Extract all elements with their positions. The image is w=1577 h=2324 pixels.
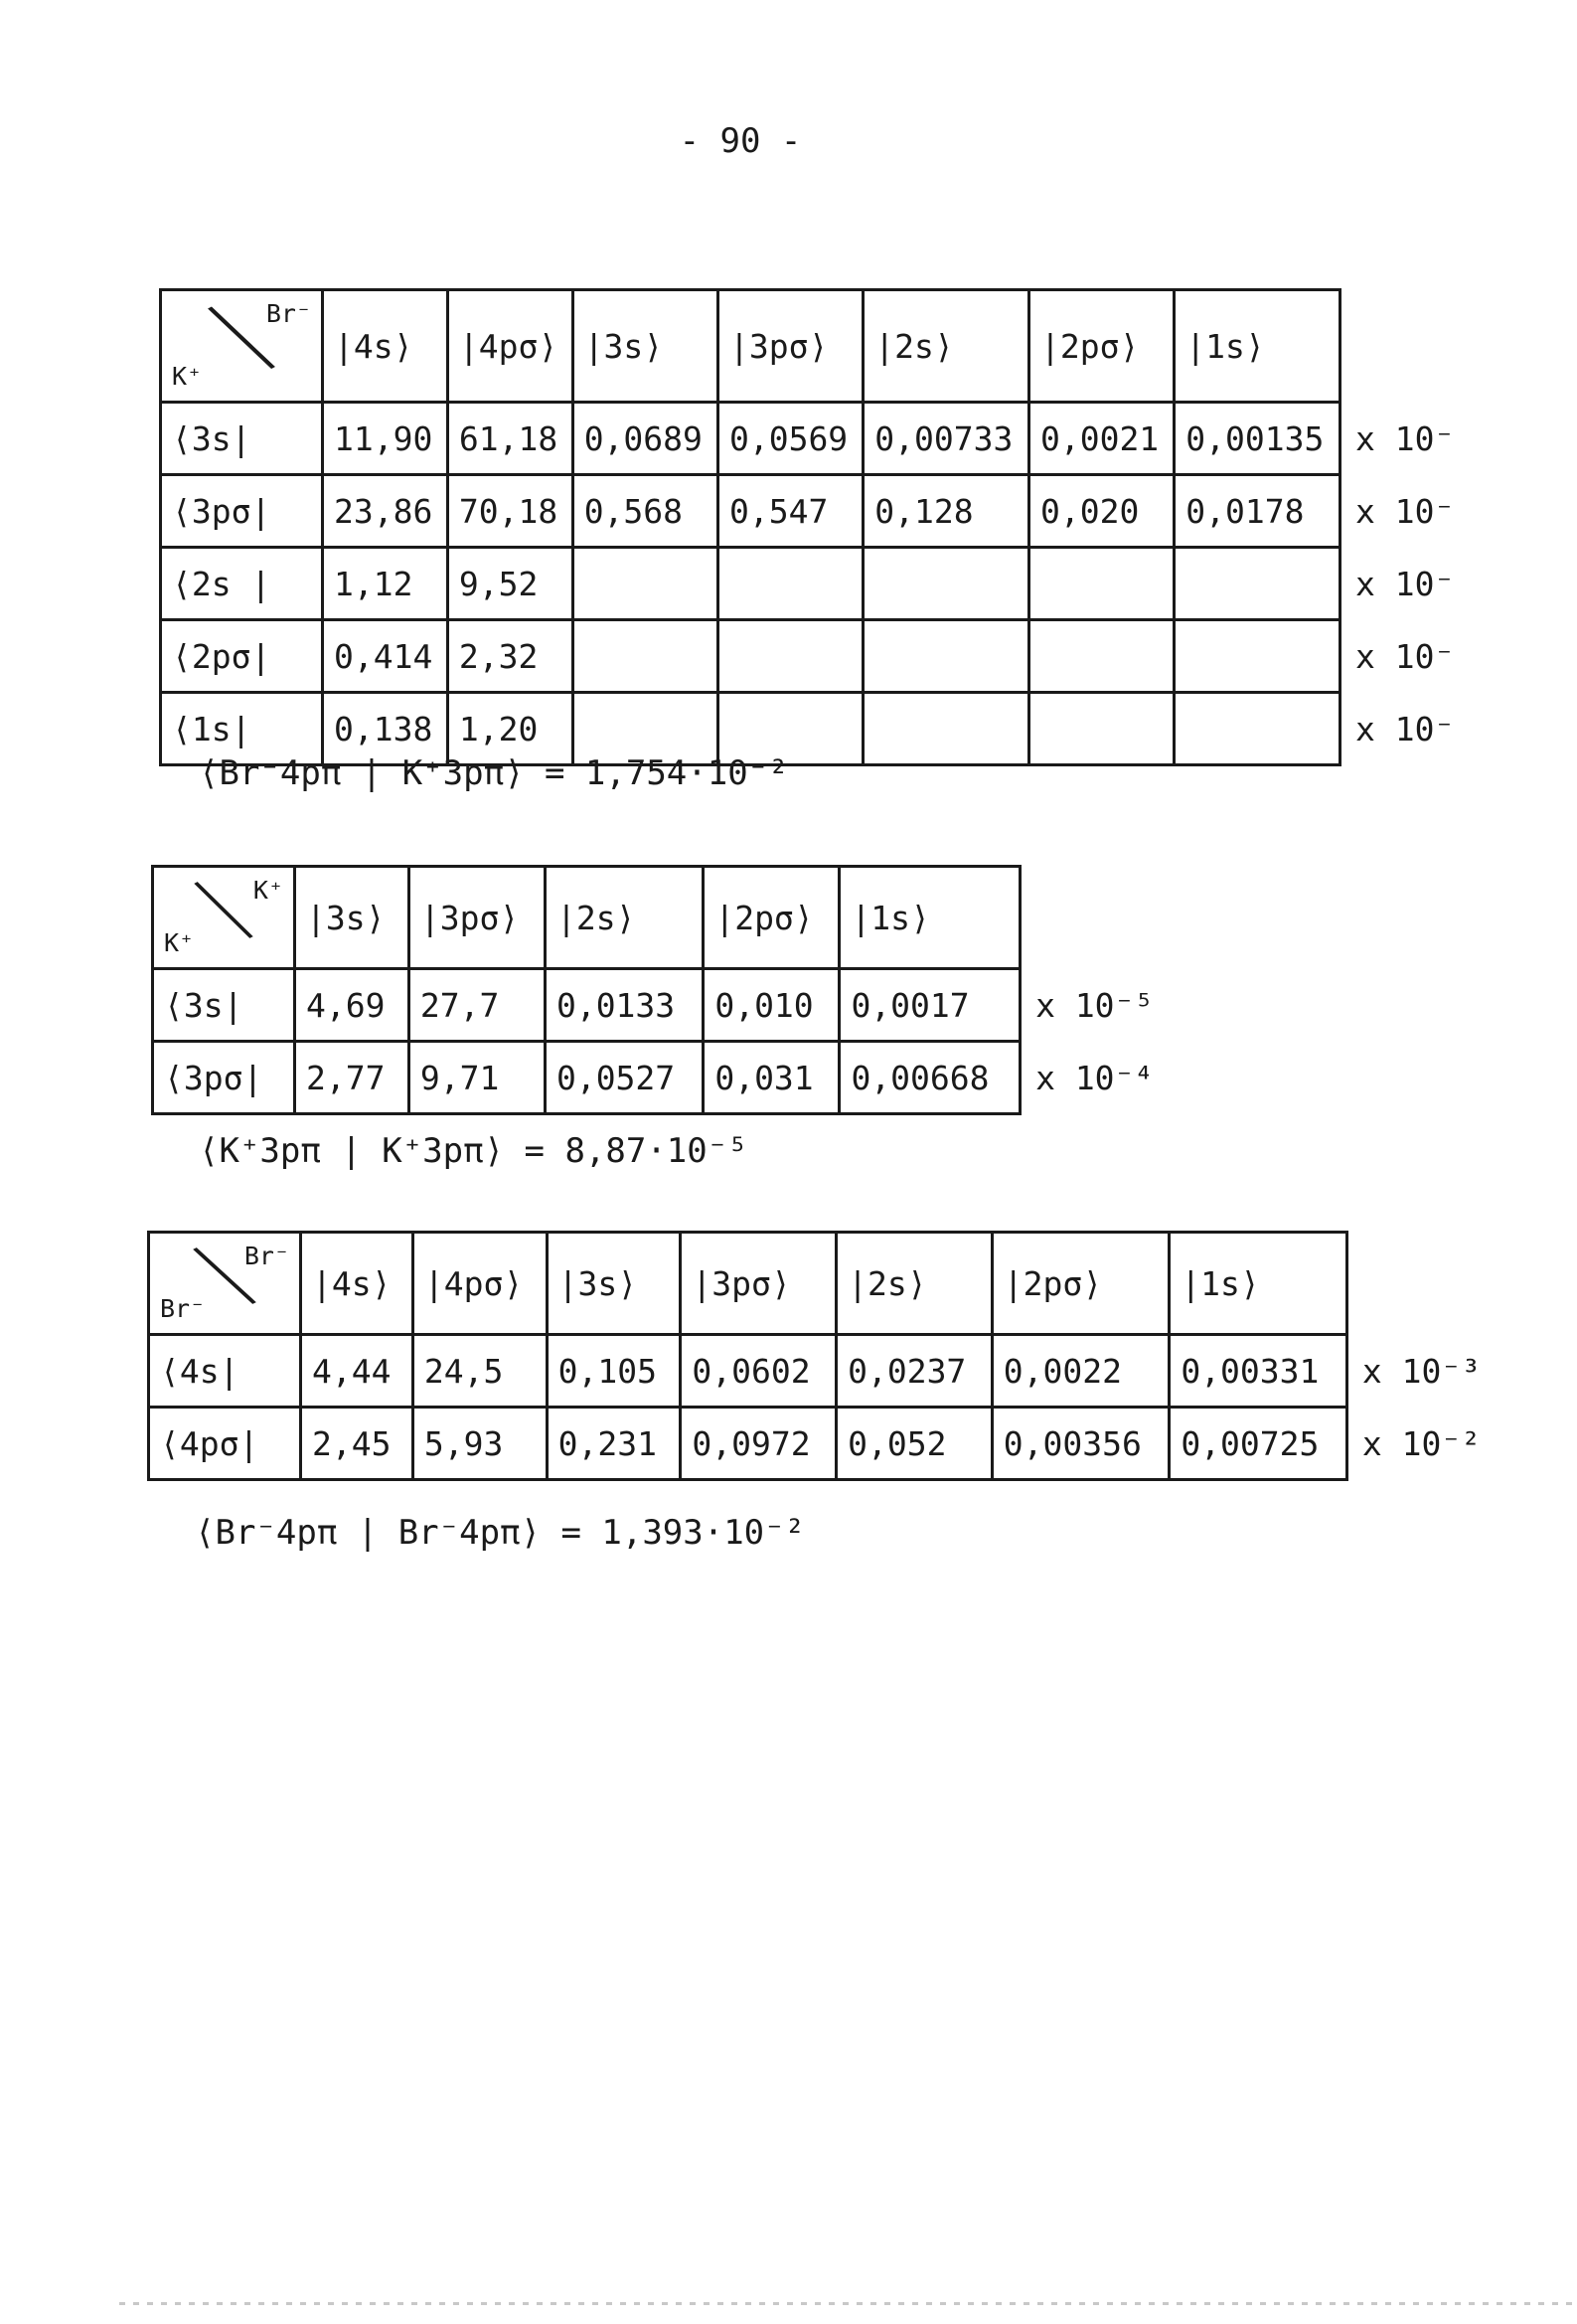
table-header-row — [161, 290, 1470, 403]
table-cell: 0,231 — [547, 1408, 681, 1480]
table-cell: 0,0133 — [545, 969, 703, 1042]
row-scale: x 10⁻ — [1354, 636, 1455, 676]
column-header: |2s⟩ — [545, 867, 703, 969]
table-cell: 0,0237 — [837, 1335, 993, 1408]
column-header: |3pσ⟩ — [681, 1233, 837, 1335]
corner-left-label: Br⁻ — [160, 1294, 206, 1323]
row-label: ⟨4s| — [149, 1335, 301, 1408]
table-cell: 0,00725 — [1170, 1408, 1347, 1480]
table-cell: 0,0017 — [840, 969, 1021, 1042]
table-cell: 0,0022 — [992, 1335, 1170, 1408]
column-header: |3pσ⟩ — [408, 867, 545, 969]
table-cell: 0,138 — [323, 693, 448, 765]
table-cell: 0,00331 — [1170, 1335, 1347, 1408]
column-header: |3s⟩ — [295, 867, 409, 969]
overlap-table-br-br — [147, 1231, 1508, 1481]
column-header: |4pσ⟩ — [412, 1233, 547, 1335]
table-cell — [572, 620, 717, 693]
table-cell: 0,0689 — [572, 403, 717, 475]
table-cell: 0,00668 — [840, 1042, 1021, 1114]
row-label: ⟨2s | — [161, 548, 323, 620]
column-header: |2pσ⟩ — [992, 1233, 1170, 1335]
table-cell: 0,00356 — [992, 1408, 1170, 1480]
table-row — [161, 403, 1470, 475]
column-header: |3pσ⟩ — [717, 290, 863, 403]
table-row — [161, 620, 1470, 693]
table-cell — [717, 620, 863, 693]
overlap-formula: ⟨Br⁻4pπ | Br⁻4pπ⟩ = 1,393·10⁻² — [195, 1513, 806, 1553]
table-cell: 0,00135 — [1175, 403, 1340, 475]
row-scale: x 10⁻² — [1361, 1423, 1482, 1463]
table-cell: 9,52 — [447, 548, 572, 620]
row-label: ⟨3pσ| — [161, 475, 323, 548]
column-header: |4pσ⟩ — [447, 290, 572, 403]
table-cell: 11,90 — [323, 403, 448, 475]
corner-left-label: K⁺ — [164, 928, 195, 957]
table-cell: 0,052 — [837, 1408, 993, 1480]
table-cell: 0,0569 — [717, 403, 863, 475]
row-label: ⟨1s| — [161, 693, 323, 765]
row-scale: x 10⁻ — [1354, 709, 1455, 748]
column-header: |2pσ⟩ — [704, 867, 840, 969]
table-cell — [572, 548, 717, 620]
row-scale: x 10⁻³ — [1361, 1351, 1482, 1391]
overlap-formula: ⟨Br⁻4pπ | K⁺3pπ⟩ = 1,754·10⁻² — [199, 753, 789, 793]
column-header: |4s⟩ — [301, 1233, 413, 1335]
table-cell: 5,93 — [412, 1408, 547, 1480]
table-cell: 0,0527 — [545, 1042, 703, 1114]
corner-top-label: K⁺ — [252, 876, 283, 905]
table-cell — [864, 620, 1029, 693]
table-header-row — [153, 867, 1183, 969]
table-cell: 2,77 — [295, 1042, 409, 1114]
table-row — [149, 1335, 1507, 1408]
row-label: ⟨2pσ| — [161, 620, 323, 693]
corner-top-label: Br⁻ — [243, 1242, 289, 1270]
table-header-row — [149, 1233, 1507, 1335]
table-corner-cell — [153, 867, 295, 969]
row-scale: x 10⁻⁵ — [1035, 985, 1155, 1025]
table-cell — [1175, 693, 1340, 765]
table-cell: 0,128 — [864, 475, 1029, 548]
column-header: |2pσ⟩ — [1028, 290, 1174, 403]
table-cell: 2,32 — [447, 620, 572, 693]
row-scale: x 10⁻ — [1354, 564, 1455, 603]
table-cell — [864, 693, 1029, 765]
table-cell — [864, 548, 1029, 620]
table-cell: 23,86 — [323, 475, 448, 548]
table-cell: 1,20 — [447, 693, 572, 765]
table-row — [153, 1042, 1183, 1114]
row-label: ⟨3pσ| — [153, 1042, 295, 1114]
table-cell: 9,71 — [408, 1042, 545, 1114]
row-label: ⟨4pσ| — [149, 1408, 301, 1480]
overlap-formula: ⟨K⁺3pπ | K⁺3pπ⟩ = 8,87·10⁻⁵ — [199, 1131, 748, 1171]
row-label: ⟨3s| — [161, 403, 323, 475]
row-label: ⟨3s| — [153, 969, 295, 1042]
table-cell: 61,18 — [447, 403, 572, 475]
table-cell: 0,0972 — [681, 1408, 837, 1480]
table-cell — [1175, 620, 1340, 693]
table-cell: 0,105 — [547, 1335, 681, 1408]
table-cell: 0,547 — [717, 475, 863, 548]
row-scale: x 10⁻⁴ — [1035, 1058, 1155, 1097]
table-cell: 0,0602 — [681, 1335, 837, 1408]
table-cell: 0,414 — [323, 620, 448, 693]
table-cell: 0,031 — [704, 1042, 840, 1114]
column-header: |1s⟩ — [1170, 1233, 1347, 1335]
corner-top-label: Br⁻ — [265, 299, 311, 328]
column-header: |2s⟩ — [864, 290, 1029, 403]
column-header: |3s⟩ — [547, 1233, 681, 1335]
page-number: - 90 - — [679, 121, 802, 161]
table-cell: 0,020 — [1028, 475, 1174, 548]
overlap-table-k-k — [151, 865, 1184, 1115]
column-header: |4s⟩ — [323, 290, 448, 403]
table-cell: 2,45 — [301, 1408, 413, 1480]
table-corner-cell — [161, 290, 323, 403]
table-cell — [1028, 620, 1174, 693]
table-cell: 4,69 — [295, 969, 409, 1042]
table-cell: 4,44 — [301, 1335, 413, 1408]
table-cell: 0,0021 — [1028, 403, 1174, 475]
table-cell — [1028, 693, 1174, 765]
table-cell — [1175, 548, 1340, 620]
table-cell: 0,0178 — [1175, 475, 1340, 548]
row-scale: x 10⁻ — [1354, 491, 1455, 531]
column-header: |3s⟩ — [572, 290, 717, 403]
table-cell: 1,12 — [323, 548, 448, 620]
table-cell — [1028, 548, 1174, 620]
table-cell: 0,00733 — [864, 403, 1029, 475]
column-header: |1s⟩ — [840, 867, 1021, 969]
table-cell: 0,010 — [704, 969, 840, 1042]
column-header: |2s⟩ — [837, 1233, 993, 1335]
table-cell: 27,7 — [408, 969, 545, 1042]
table-corner-cell — [149, 1233, 301, 1335]
row-scale: x 10⁻ — [1354, 418, 1455, 458]
table-row — [153, 969, 1183, 1042]
table-cell: 0,568 — [572, 475, 717, 548]
table-cell: 70,18 — [447, 475, 572, 548]
table-row — [149, 1408, 1507, 1480]
overlap-table-k-br — [159, 288, 1471, 766]
table-cell: 24,5 — [412, 1335, 547, 1408]
table-row — [161, 548, 1470, 620]
column-header: |1s⟩ — [1175, 290, 1340, 403]
table-row — [161, 475, 1470, 548]
corner-left-label: K⁺ — [172, 362, 203, 391]
table-cell — [717, 548, 863, 620]
scan-noise-strip — [119, 2302, 1577, 2305]
